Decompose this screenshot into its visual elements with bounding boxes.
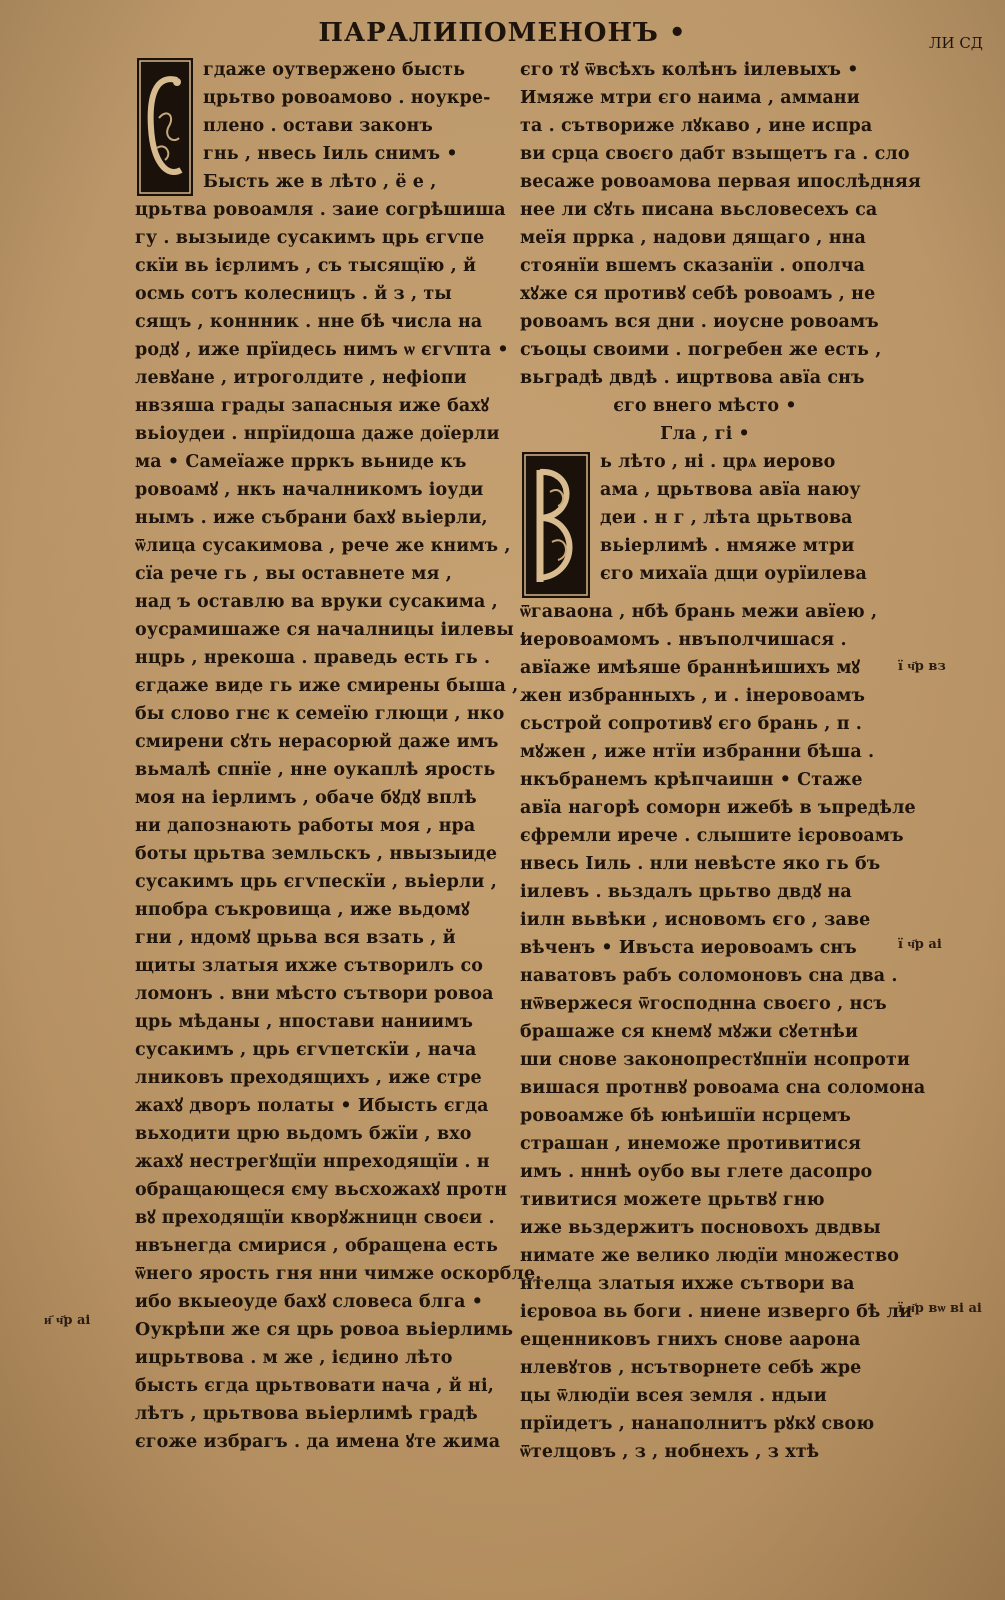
text-line: ицрьтвова . м же , ієдино лѣто bbox=[135, 1348, 453, 1368]
text-line: меїя прркa , надови дящаго , нна bbox=[520, 228, 866, 248]
text-line: нимате же велико людїи множество bbox=[520, 1246, 899, 1266]
text-line: лѣтъ , црьтвова вьіерлимѣ градѣ bbox=[135, 1404, 478, 1424]
text-line: ровоамꙋ , нкъ началникомъ іоуди bbox=[135, 480, 484, 500]
text-line: ѿлица сусакимова , рече же книмъ , bbox=[135, 536, 511, 556]
text-line: боты црьтва земльскъ , нвызыиде bbox=[135, 844, 498, 864]
text-line: бы слово гнє к семеїю глющи , нко bbox=[135, 704, 505, 724]
margin-note: ї ч҃р вз bbox=[898, 659, 946, 674]
text-line: смирени сꙋть нерасорюй даже имъ bbox=[135, 732, 499, 752]
text-line: ши снове законопрестꙋпнїи нсопроти bbox=[520, 1050, 911, 1070]
text-line: ни дапознають работы моя , нра bbox=[135, 816, 476, 836]
text-line: нымъ . иже събрани бахꙋ вьіерли, bbox=[135, 508, 488, 528]
ornament-initial-icon bbox=[137, 58, 193, 196]
text-line: тивитися можете црьтвꙋ гню bbox=[520, 1190, 825, 1210]
text-line: гни , ндомꙋ црьва вся взать , й bbox=[135, 928, 456, 948]
text-line: нкъбранемъ крѣпчаишн • Стаже bbox=[520, 770, 863, 790]
ornament-initial-icon bbox=[522, 452, 590, 598]
text-line: жен избранныхъ , и . інеровоамъ bbox=[520, 686, 866, 706]
text-line: єго тꙋ ѿвсѣхъ колѣнъ іилевыхъ • bbox=[520, 60, 859, 80]
text-line: ама , црьтвова авїа наюу bbox=[600, 480, 861, 500]
text-line: ь лѣто , ні . црѧ иерово bbox=[600, 452, 836, 472]
text-line: сїа рече гь , вы оставнете мя , bbox=[135, 564, 452, 584]
text-line: сящъ , коннник . нне бѣ числа на bbox=[135, 312, 483, 332]
margin-note: ї ч҃р вѡ ві аі bbox=[898, 1301, 982, 1316]
margin-note: и҃ ч҃р аі bbox=[44, 1313, 91, 1328]
text-line: оусрамишаже ся началницы іилевы , bbox=[135, 620, 527, 640]
text-line: вьмалѣ спнїе , нне оукаплѣ ярость bbox=[135, 760, 496, 780]
text-line: съоцы своими . погребен же есть , bbox=[520, 340, 882, 360]
text-line: сусакимъ црь єгѵпескїи , вьіерли , bbox=[135, 872, 497, 892]
text-line: ещенниковъ гнихъ снове аарона bbox=[520, 1330, 861, 1350]
text-line: осмь сотъ колесницъ . й з , ты bbox=[135, 284, 452, 304]
text-line: над ъ оставлю ва вруки сусакима , bbox=[135, 592, 498, 612]
text-line: Оукрѣпи же ся црь ровоа вьіерлимь bbox=[135, 1320, 514, 1340]
text-line: нцрь , нрекоша . праведь есть гь . bbox=[135, 648, 491, 668]
text-line: сьстрой сопротивꙋ єго брань , п . bbox=[520, 714, 862, 734]
text-line: лниковъ преходящихъ , иже стре bbox=[135, 1068, 482, 1088]
text-line: авїаже имѣяше браннѣишихъ мꙋ bbox=[520, 658, 860, 678]
text-line: вьіоудеи . нпрїидоша даже доїерли bbox=[135, 424, 500, 444]
text-line: црьтво ровоамово . ноукре- bbox=[203, 88, 491, 108]
text-line: ма • Самеїаже прркъ вьниде къ bbox=[135, 452, 467, 472]
text-line: вьградѣ двдѣ . ицртвова авїа снъ bbox=[520, 368, 865, 388]
text-line: гнь , нвесь Іиль снимъ • bbox=[203, 144, 458, 164]
text-line: жахꙋ нестрегꙋщїи нпреходящїи . н bbox=[135, 1152, 490, 1172]
text-line: Имяже мтри єго наима , аммани bbox=[520, 88, 860, 108]
text-line: нлевꙋтов , нсътворнете себѣ жре bbox=[520, 1358, 862, 1378]
text-line: ѿтелцовъ , з , нобнехъ , з хтѣ bbox=[520, 1442, 820, 1462]
text-line: наватовъ рабъ соломоновъ сна два . bbox=[520, 966, 898, 986]
text-line: нее ли сꙋть писана вьсловесехъ са bbox=[520, 200, 878, 220]
text-line: гу . вызыиде сусакимъ црь єгѵпе bbox=[135, 228, 485, 248]
text-line: страшан , инеможе противитися bbox=[520, 1134, 861, 1154]
text-line: гдаже оутвержено бысть bbox=[203, 60, 466, 80]
text-line: црьтва ровоамля . заие согрѣшиша bbox=[135, 200, 506, 220]
text-line: прїидетъ , нанаполнитъ рꙋкꙋ свою bbox=[520, 1414, 875, 1434]
text-line: авїа нагорѣ соморн ижебѣ в ъпредѣле bbox=[520, 798, 916, 818]
text-line: жахꙋ дворъ полаты • Ибысть єгда bbox=[135, 1096, 489, 1116]
text-line: іилн вьвѣки , исновомъ єго , заве bbox=[520, 910, 871, 930]
text-line: деи . н г , лѣта црьтвова bbox=[600, 508, 853, 528]
text-line: ієровоа вь боги . ниене изверго бѣ ли bbox=[520, 1302, 913, 1322]
text-line: весаже ровоамова первая ипослѣдняя bbox=[520, 172, 921, 192]
text-line: левꙋане , итроголдите , нефіопи bbox=[135, 368, 467, 388]
text-line: ибо вкыеоуде бахꙋ словеса блга • bbox=[135, 1292, 484, 1312]
text-line: црь мѣданы , нпостави наниимъ bbox=[135, 1012, 474, 1032]
folio-number: ЛИ СД bbox=[928, 34, 983, 52]
text-line: вьходити црю вьдомъ бжїи , вхо bbox=[135, 1124, 472, 1144]
decorated-initial-letter bbox=[137, 58, 193, 196]
text-line: иеровоамомъ . нвъполчишася . bbox=[520, 630, 847, 650]
text-line: нтелца златыя ихже сътвори ва bbox=[520, 1274, 855, 1294]
text-line: нѿвержеся ѿгосподнна своєго , нсъ bbox=[520, 994, 887, 1014]
text-line: родꙋ , иже прїидесь нимъ ѡ єгѵпта • bbox=[135, 340, 509, 360]
text-line: имъ . нннѣ оубо вы глете дасопро bbox=[520, 1162, 873, 1182]
text-line: хꙋже ся противꙋ себѣ ровоамъ , не bbox=[520, 284, 876, 304]
text-line: цы ѿлюдїи всея земля . ндыи bbox=[520, 1386, 827, 1406]
text-line: іилевъ . вьздалъ црьтво двдꙋ на bbox=[520, 882, 852, 902]
text-line: ровоамъ вся дни . иоусне ровоамъ bbox=[520, 312, 879, 332]
text-line: стоянїи вшемъ сказанїи . ополча bbox=[520, 256, 866, 276]
text-line: ѿгаваона , нбѣ брань межи авїею , bbox=[520, 602, 878, 622]
text-line: сусакимъ , црь єгѵпетскїи , нача bbox=[135, 1040, 477, 1060]
text-line: скїи вь ієрлимъ , съ тысящїю , й bbox=[135, 256, 477, 276]
chapter-heading: Гла , гі • bbox=[660, 424, 750, 444]
text-line: нвесь Іиль . нли невѣсте яко гь бъ bbox=[520, 854, 881, 874]
text-line: ровоамже бѣ юнѣишїи нсрцемъ bbox=[520, 1106, 851, 1126]
text-line: вишася протнвꙋ ровоама сна соломона bbox=[520, 1078, 926, 1098]
text-line: обращающеся єму вьсхожахꙋ протн bbox=[135, 1180, 508, 1200]
running-title: ПАРАЛИПОМЕНОНЪ • bbox=[318, 18, 687, 48]
text-line: та . сътвориже лꙋкаво , ине испра bbox=[520, 116, 873, 136]
margin-note: ї ч҃р аі bbox=[898, 937, 942, 952]
text-line: Бысть же в лѣто , ё е , bbox=[203, 172, 437, 192]
text-line: вьіерлимѣ . нмяже мтри bbox=[600, 536, 855, 556]
text-line: щиты златыя ихже сътворилъ со bbox=[135, 956, 484, 976]
left-column bbox=[135, 56, 542, 1456]
text-line: брашаже ся кнемꙋ мꙋжи сꙋетнѣи bbox=[520, 1022, 859, 1042]
text-line: нвзяша грады запасныя иже бахꙋ bbox=[135, 396, 490, 416]
text-line: мꙋжен , иже нтїи избранни бѣша . bbox=[520, 742, 875, 762]
text-line: ѿнего ярость гня нни чимже оскорбле. bbox=[135, 1264, 542, 1284]
text-line: бысть єгда црьтвовати нача , й ні, bbox=[135, 1376, 494, 1396]
text-line: нвънегда смирися , обращена есть bbox=[135, 1236, 499, 1256]
text-line: єго михаїа дщи оурїилева bbox=[600, 564, 867, 584]
text-line-centered: єго внего мѣсто • bbox=[613, 396, 797, 416]
text-line: плено . остави законъ bbox=[203, 116, 433, 136]
text-line: вѣченъ • Ивъста иеровоамъ снъ bbox=[520, 938, 857, 958]
text-line: вꙋ преходящїи кворꙋжницн своєи . bbox=[135, 1208, 495, 1228]
text-line: ви срца своєго дабт взыщетъ га . сло bbox=[520, 144, 910, 164]
text-line: моя на іерлимъ , обаче бꙋдꙋ вплѣ bbox=[135, 788, 477, 808]
text-line: єфремли ирече . слышите ієровоамъ bbox=[520, 826, 904, 846]
text-line: ломонъ . вни мѣсто сътвори ровоа bbox=[135, 984, 494, 1004]
decorated-initial-letter bbox=[522, 452, 590, 598]
text-line: нпобра съкровища , иже вьдомꙋ bbox=[135, 900, 470, 920]
text-line: єгоже избрагъ . да имена ꙋте жима bbox=[135, 1432, 501, 1452]
text-line: иже вьздержитъ посновохъ двдвы bbox=[520, 1218, 881, 1238]
text-line: єгдаже виде гь иже смирены быша , bbox=[135, 676, 519, 696]
